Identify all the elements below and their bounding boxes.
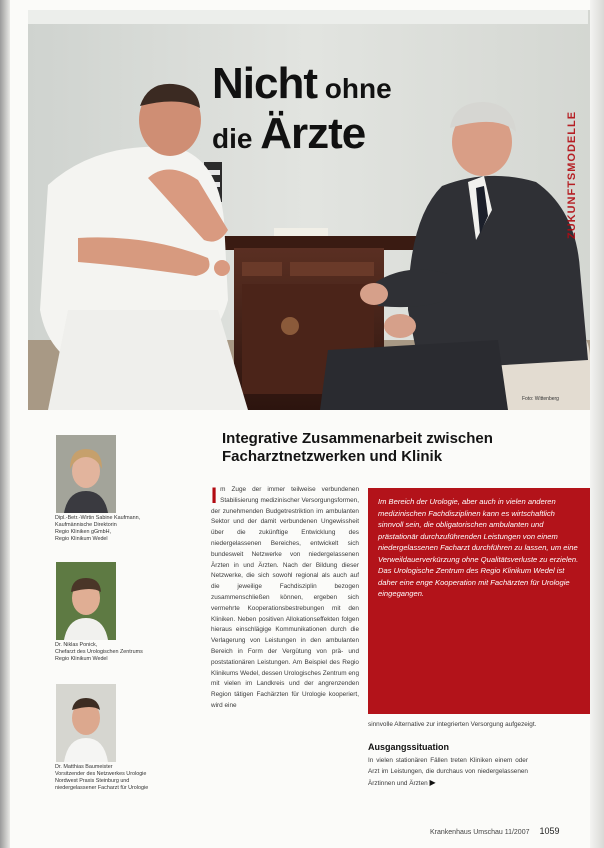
portrait-caption-ponick: Dr. Niklas Ponick, Chefarzt des Urologischen Zentrums Regio Klinikum Wedel: [55, 642, 143, 662]
article-body-text-2: sinnvolle Alternative zur integrierten Versorgung aufgezeigt.: [368, 721, 537, 728]
drop-cap: I: [211, 485, 218, 508]
page-number: 1059: [539, 826, 560, 836]
journal-name: Krankenhaus Umschau 11/2007: [430, 829, 530, 836]
article-title: Integrative Zusammenarbeit zwischen Facharztnetzwerken und Klinik: [222, 430, 493, 465]
article-body-column-3: [368, 756, 528, 789]
headline-word-aerzte: Ärzte: [260, 109, 366, 158]
page-edge-shadow: [590, 0, 604, 848]
article-body-column-1: [211, 485, 359, 815]
portrait-photo-ponick: [56, 562, 116, 640]
photo-credit: Foto: Wittenberg: [522, 396, 559, 402]
article-headline: [212, 59, 392, 164]
page-footer: [430, 826, 560, 836]
section-subheading: Ausgangssituation: [368, 742, 450, 752]
article-body-text-1: m Zuge der immer teilweise verbundenen Stabilisierung medizinischer Versorgungsformen, der zunehmenden Budgetrestriktion im ambulanten Sektor und der damit verbundenen Ungewissheit über die zukünftige Entwicklung des niedergelassenen Bereiches, entwickelt sich bundesweit Netzwerke von niedergelassenen Ärzten in und Ärzten. Nach der Bildung dieser Netzwerke, die sich sowohl regional als auch auf die jeweilige Fachdisziplin bezogen zusammenschließen können, ergeben sich vermehrte Kooperationsbestrebungen mit den Kliniken. Neben positiven Allokationseffekten folgen hieraus einschlägige Kommunikationen durch die Verlagerung von Leistungen in den ambulanten Bereich in Form der Vergütung von prä- und poststationären Leistungen. Am Beispiel des Regio Klinikums Wedel, dessen Urologisches Zentrum eng mit vielen im Landkreis und der angrenzenden Region tätigen Fachärzten für Urologie kooperiert, wird eine: [211, 486, 359, 709]
section-tag: ZUKUNFTSMODELLE: [566, 110, 578, 240]
portrait-photo-kaufmann: [56, 435, 116, 513]
portrait-photo-baumeister: [56, 684, 116, 762]
continue-arrow-icon: ▶: [429, 777, 436, 787]
page-binding-shadow: [0, 0, 10, 848]
article-body-text-3: In vielen stationären Fällen treten Kliniken einem oder Arzt im Leistungen, die durchaus von niedergelassenen Ärztinnen und Ärzten: [368, 757, 528, 787]
pull-quote-box: Im Bereich der Urologie, aber auch in vielen anderen medizinischen Fachdisziplinen kann es wirtschaftlich sinnvoll sein, die obligatorischen ambulanten und prästationär durchzuführenden Leistungen von einem niedergelassenen Facharzt durchführen zu lassen, um eine Verweildauerverkürzung ohne Qualitätsverluste zu erzielen. Das Urologische Zentrum des Regio Klinikum Wedel ist daher eine enge Kooperation mit Fachärzten für Urologie eingegangen.: [368, 488, 590, 714]
headline-word-ohne: ohne: [317, 73, 392, 104]
portrait-caption-kaufmann: Dipl.-Betr.-Wirtin Sabine Kaufmann, Kaufmännische Direktorin Regio Kliniken gGmbH, Regio Klinikum Wedel: [55, 515, 141, 542]
portrait-caption-baumeister: Dr. Matthias Baumeister Vorsitzender des Netzwerkes Urologie Nordwest Praxis Steinburg und niedergelassener Facharzt für Urologie: [55, 764, 149, 791]
headline-word-die: die: [212, 123, 261, 154]
headline-word-nicht: Nicht: [212, 59, 317, 108]
